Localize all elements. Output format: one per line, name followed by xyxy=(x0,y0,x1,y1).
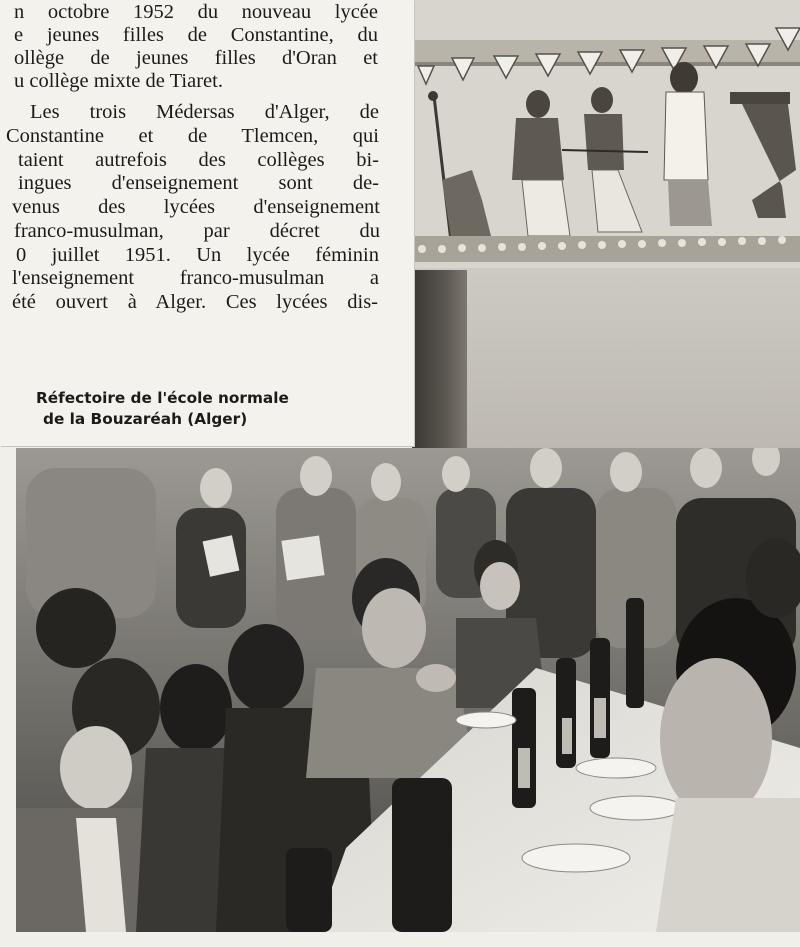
paragraph-2-line: taient autrefois des collèges bi- xyxy=(18,149,379,171)
paragraph-2-line: franco-musulman, par décret du xyxy=(14,220,380,242)
paragraph-2-line: été ouvert à Alger. Ces lycées dis- xyxy=(12,291,378,313)
paragraph-1-line-last: u collège mixte de Tiaret. xyxy=(14,70,223,92)
paragraph-2-line: ingues d'enseignement sont de- xyxy=(18,172,379,194)
paragraph-1-line: ollège de jeunes filles d'Oran et xyxy=(14,47,378,69)
banquet-scene xyxy=(16,448,800,932)
text-panel xyxy=(0,0,414,446)
paragraph-2-line: Les trois Médersas d'Alger, de xyxy=(30,101,379,123)
paragraph-2-line: 0 juillet 1951. Un lycée féminin xyxy=(16,244,379,266)
paragraph-1-line: n octobre 1952 du nouveau lycée xyxy=(14,1,378,23)
doorway-shadow xyxy=(412,270,467,450)
paragraph-1-line: e jeunes filles de Constantine, du xyxy=(14,24,378,46)
painted-frieze xyxy=(412,0,800,268)
caption-line-1: Réfectoire de l'école normale xyxy=(36,389,289,407)
paragraph-2-line: venus des lycées d'enseignement xyxy=(12,196,380,218)
paragraph-2-line: l'enseignement franco-musulman a xyxy=(12,267,379,289)
caption-line-2: de la Bouzaréah (Alger) xyxy=(43,409,248,428)
refectory-photograph xyxy=(16,448,800,932)
photo-caption xyxy=(36,388,396,429)
frieze-photograph xyxy=(412,0,800,450)
paragraph-2-line: Constantine et de Tlemcen, qui xyxy=(6,125,379,147)
